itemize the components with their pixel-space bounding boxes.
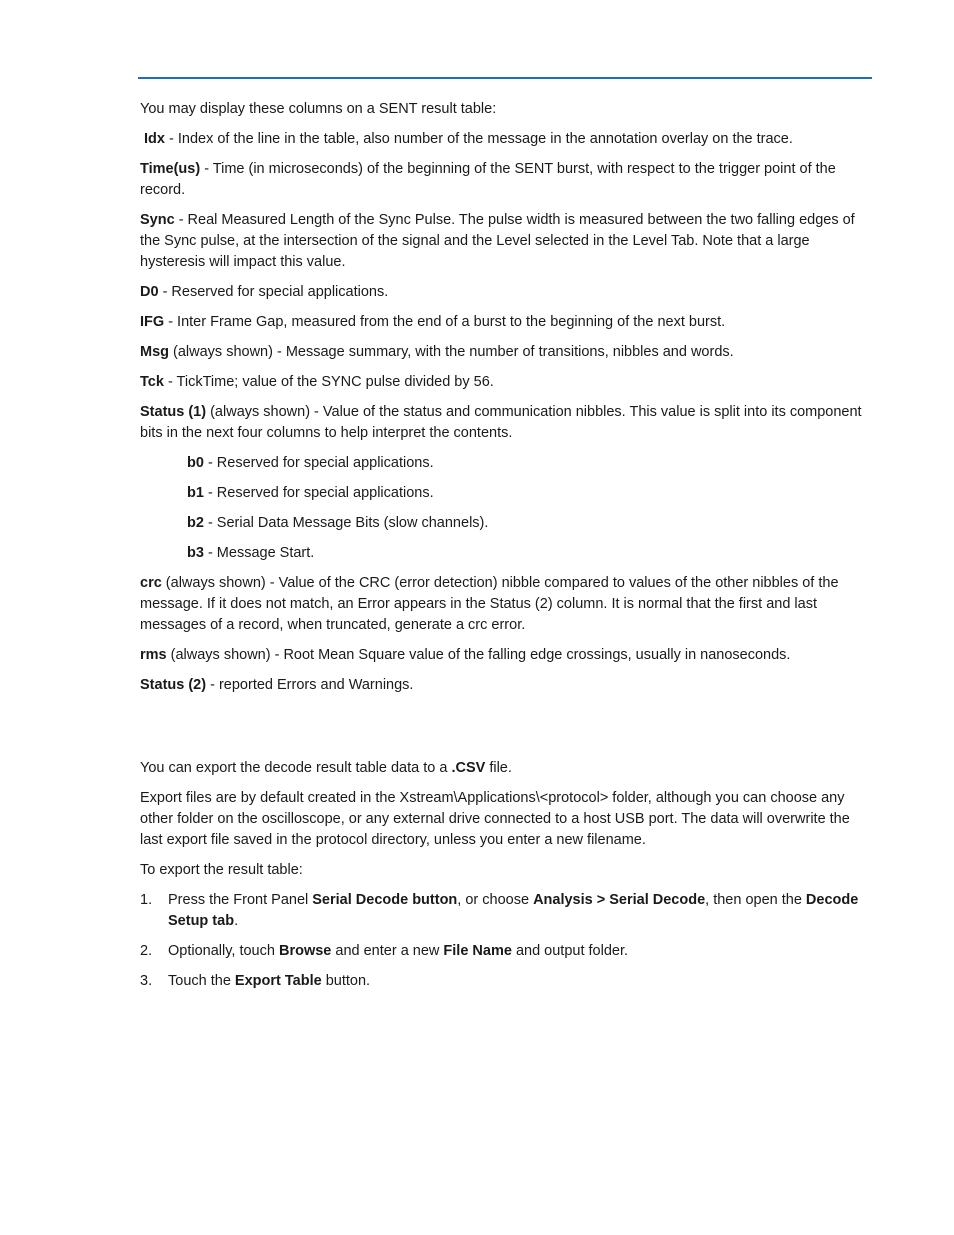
bit-def-b1 [140,483,874,504]
column-def-sync [140,210,874,273]
column-def-ifg [140,312,874,333]
column-def-status2 [140,675,874,696]
step-ui-term: Browse [278,943,332,959]
csv-format: .CSV [451,760,486,776]
step-text: . [234,913,239,929]
step-text: and enter a new [331,943,444,959]
step-number: 1. [140,892,153,908]
export-steps [140,890,874,992]
column-term: IFG [140,314,165,330]
column-desc: (always shown) - Root Mean Square value of the falling edge crossings, usually in nanoseconds. [166,647,791,663]
step-ui-term: Export Table [234,973,322,989]
column-desc: - TickTime; value of the SYNC pulse divided by 56. [163,374,494,390]
column-def-rms [140,645,874,666]
bit-term: b3 [187,545,204,561]
step-number: 3. [140,973,153,989]
column-term: crc [140,575,162,591]
step-ui-term: Decode Setup tab [168,892,859,929]
export-steps-lead: To export the result table: [140,862,303,878]
header-rule [138,77,872,79]
export-intro-tail: file. [485,760,512,776]
column-def-time [140,159,874,201]
export-intro [140,758,874,779]
column-term: Status (2) [140,677,207,693]
column-term: D0 [140,284,159,300]
bit-desc: - Message Start. [203,545,315,561]
export-step [140,971,874,992]
bit-desc: - Serial Data Message Bits (slow channels). [203,515,489,531]
column-desc: - Index of the line in the table, also number of the message in the annotation overlay on the trace. [164,131,793,147]
bit-term: b2 [187,515,204,531]
column-def-crc [140,573,874,636]
export-location-paragraph: Export files are by default created in the Xstream\Applications\<protocol> folder, although you can choose any other folder on the oscilloscope, or any external drive connected to a host USB port. The data will overwrite the last export file saved in the protocol directory, unless you enter a new filename. [140,790,850,848]
column-term: rms [140,647,167,663]
bit-def-b0 [140,453,874,474]
step-text: and output folder. [511,943,629,959]
step-text: Touch the [168,973,235,989]
step-ui-term: Analysis > Serial Decode [533,892,706,908]
column-term: Status (1) [140,404,207,420]
step-text: , or choose [457,892,534,908]
document-body [140,99,874,1001]
column-desc: - Time (in microseconds) of the beginning of the SENT burst, with respect to the trigger point of the record. [140,161,836,198]
column-desc: (always shown) - Message summary, with the number of transitions, nibbles and words. [169,344,734,360]
export-step [140,890,874,932]
column-term: Sync [140,212,175,228]
section-gap [140,705,874,758]
step-number: 2. [140,943,153,959]
step-ui-term: File Name [443,943,512,959]
column-term: Msg [140,344,169,360]
bit-desc: - Reserved for special applications. [203,485,434,501]
column-def-msg [140,342,874,363]
columns-intro: You may display these columns on a SENT result table: [140,101,497,117]
column-desc: - Inter Frame Gap, measured from the end of a burst to the beginning of the next burst. [164,314,726,330]
step-text: Press the Front Panel [168,892,313,908]
column-desc: - Reserved for special applications. [158,284,389,300]
column-desc: - Real Measured Length of the Sync Pulse. The pulse width is measured between the two falling edges of the Sync pulse, at the intersection of the signal and the Level selected in the Level Tab. Note that a large hysteresis will impact this value. [140,212,855,270]
column-def-status1 [140,402,874,444]
bit-def-b3 [140,543,874,564]
step-ui-term: Serial Decode button [312,892,458,908]
column-desc: - reported Errors and Warnings. [206,677,414,693]
column-desc: (always shown) - Value of the status and communication nibbles. This value is split into its component bits in the next four columns to help interpret the contents. [140,404,862,441]
column-def-idx [140,129,874,150]
column-term: Time(us) [140,161,201,177]
column-term: Tck [140,374,164,390]
step-text: button. [321,973,371,989]
column-desc: (always shown) - Value of the CRC (error detection) nibble compared to values of the other nibbles of the message. If it does not match, an Error appears in the Status (2) column. It is normal that the first and last messages of a record, when truncated, generate a crc error. [140,575,839,633]
column-term: Idx [144,131,165,147]
bit-term: b0 [187,455,204,471]
export-step [140,941,874,962]
bit-desc: - Reserved for special applications. [203,455,434,471]
bit-def-b2 [140,513,874,534]
column-def-tck [140,372,874,393]
step-text: , then open the [705,892,806,908]
column-def-d0 [140,282,874,303]
bit-term: b1 [187,485,204,501]
step-text: Optionally, touch [168,943,279,959]
export-intro-text: You can export the decode result table data to a [140,760,452,776]
